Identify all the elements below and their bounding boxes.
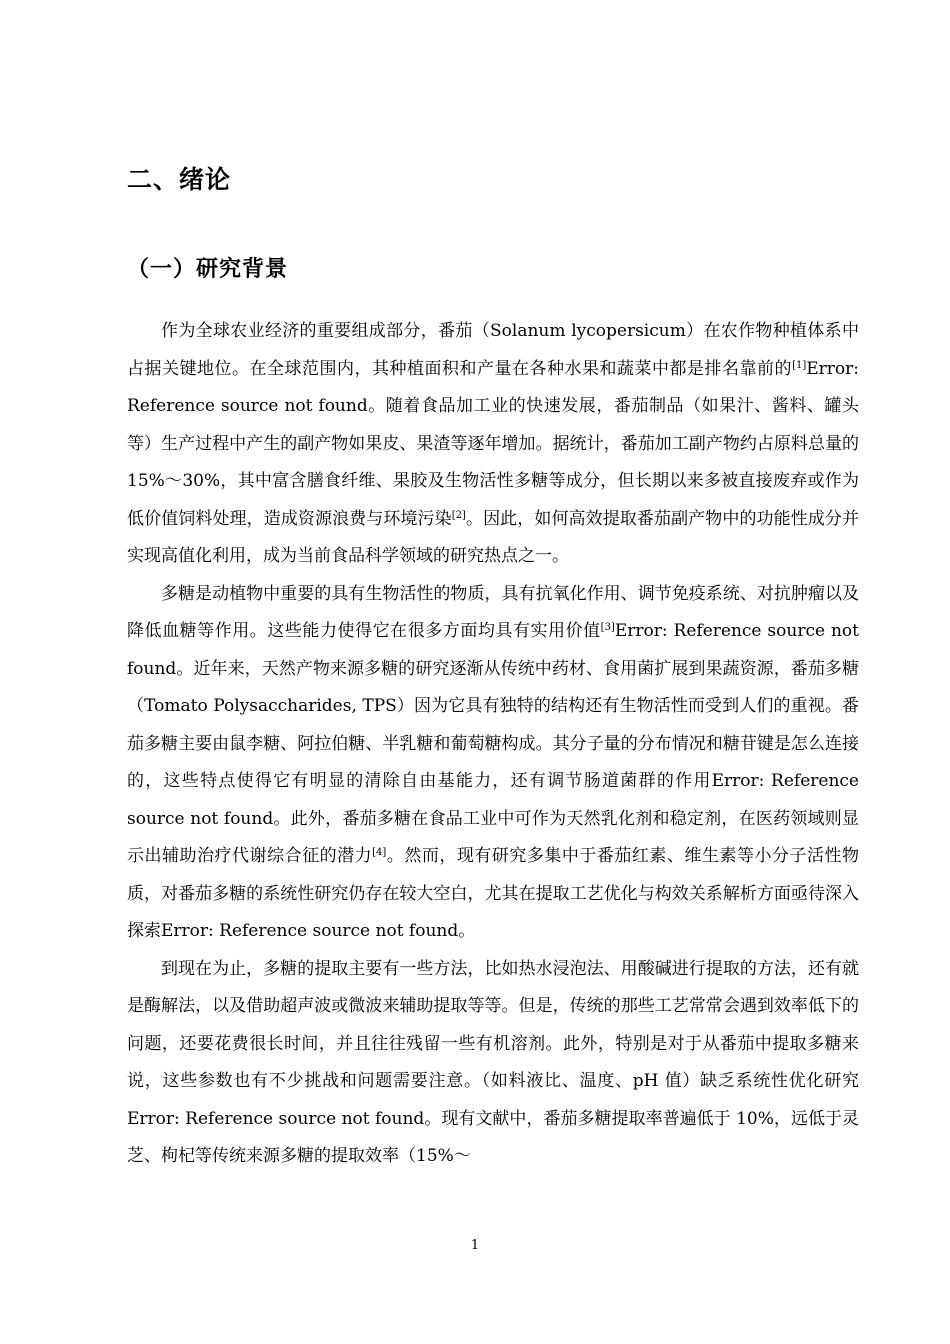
- citation-superscript: [4]: [372, 847, 387, 858]
- page-number: 1: [470, 1238, 480, 1253]
- citation-superscript: [1]: [792, 359, 807, 371]
- paragraph-text: 到现在为止，多糖的提取主要有一些方法，比如热水浸泡法、用酸碱进行提取的方法，还有就是酶解法，以及借助超声波或微波来辅助提取等等。但是，传统的那些工艺常常会遇到效率低下的问题，还要花费很长时间，并且往往残留一些有机溶剂。此外，特别是对于从番茄中提取多糖来说，这些参数也有不少挑战和问题需要注意。（如料液比、温度、pH 值）缺乏系统性优化研究Error: Reference source not found。现有文献中，番茄多糖提取率普遍低于 10%，远低于灵芝、枸杞等传统来源多糖的提取效率（15%～: [127, 958, 859, 1166]
- paragraph-text: 。然而，现有研究多集中于番茄红素、维生素等小分子活性物质，对番茄多糖的系统性研究仍存在较大空白，尤其在提取工艺优化与构效关系解析方面亟待深入探索Error: Reference source not found。: [127, 846, 860, 941]
- paragraph-1: [127, 313, 859, 576]
- paragraph-text: Error: Reference source not found。随着食品加工业的快速发展，番茄制品（如果汁、酱料、罐头等）生产过程中产生的副产物如果皮、果渣等逐年增加。据统计，番茄加工副产物约占原料总量的 15%～30%，其中富含膳食纤维、果胶及生物活性多糖等成分，但长期以来多被直接废弃或作为低价值饲料处理，造成资源浪费与环境污染: [127, 358, 859, 529]
- paragraph-text: 。因此，如何高效提取番茄副产物中的功能性成分并实现高值化利用，成为当前食品科学领域的研究热点之一。: [127, 508, 860, 566]
- paragraph-3: [127, 951, 859, 1176]
- paragraph-2: [127, 576, 859, 951]
- body-text: [127, 313, 859, 1176]
- paragraph-text: Error: Reference source not found。近年来，天然产物来源多糖的研究逐渐从传统中药材、食用菌扩展到果蔬资源，番茄多糖（Tomato Polysaccharides, TPS）因为它具有独特的结构还有生物活性而受到人们的重视。番茄多糖主要由鼠李糖、阿拉伯糖、半乳糖和葡萄糖构成。其分子量的分布情况和糖苷键是怎么连接的，这些特点使得它有明显的清除自由基能力，还有调节肠道菌群的作用Error: Reference source not found。此外，番茄多糖在食品工业中可作为天然乳化剂和稳定剂，在医药领域则显示出辅助治疗代谢综合征的潜力: [127, 621, 859, 866]
- section-heading: 二、绪论: [127, 165, 232, 194]
- paragraph-text: 作为全球农业经济的重要组成部分，番茄（Solanum lycopersicum）在农作物种植体系中占据关键地位。在全球范围内，其种植面积和产量在各种水果和蔬菜中都是排名靠前的: [127, 321, 859, 379]
- subsection-heading: （一）研究背景: [127, 257, 289, 282]
- citation-superscript: [3]: [600, 622, 615, 633]
- citation-superscript: [2]: [451, 509, 466, 521]
- paragraph-text: 多糖是动植物中重要的具有生物活性的物质，具有抗氧化作用、调节免疫系统、对抗肿瘤以及降低血糖等作用。这些能力使得它在很多方面均具有实用价值: [127, 583, 859, 641]
